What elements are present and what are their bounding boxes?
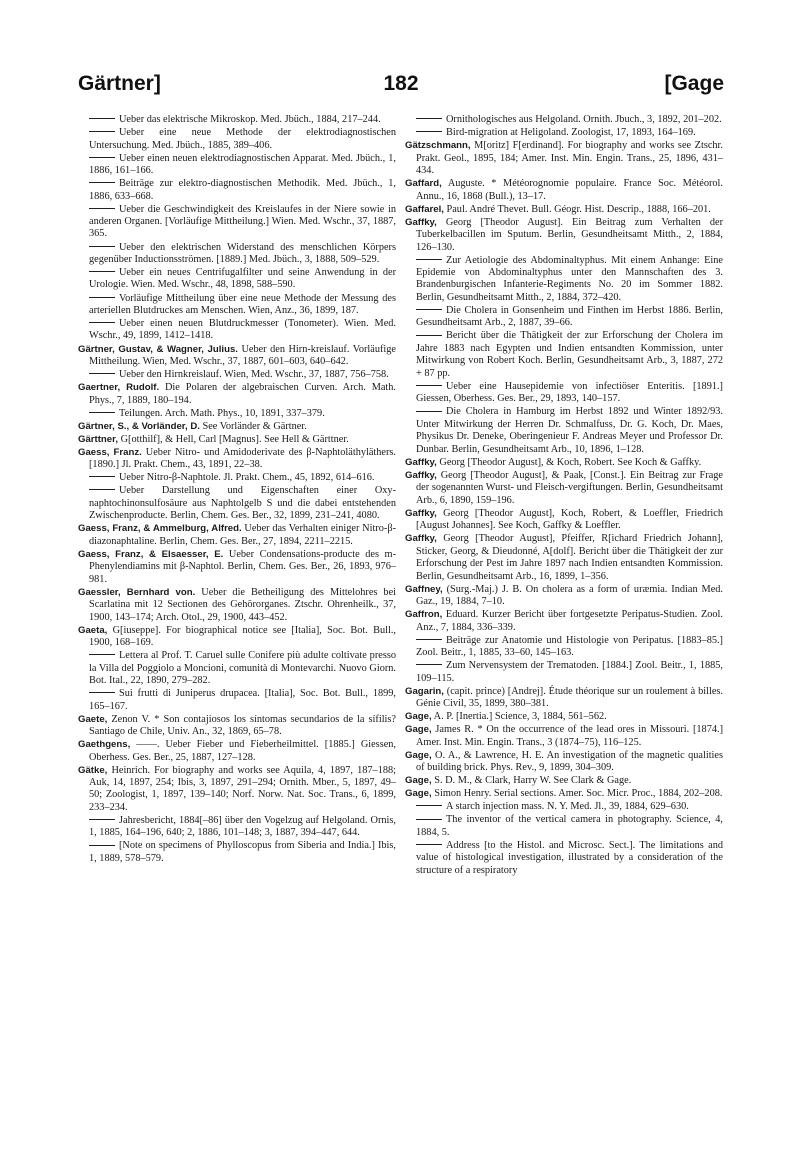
entry-author: Gaessler, Bernhard von. xyxy=(78,586,196,598)
bibliography-entry xyxy=(78,204,396,241)
bibliography-entry xyxy=(78,153,396,178)
ditto-dash xyxy=(416,131,442,132)
bibliography-entry xyxy=(405,305,723,330)
entry-text: A. P. [Inertia.] Science, 3, 1884, 561–562. xyxy=(431,711,607,723)
bibliography-entry xyxy=(78,242,396,267)
bibliography-entry xyxy=(405,204,723,216)
bibliography-entry xyxy=(78,434,396,446)
entry-text: Sui frutti di Juniperus drupacea. [Italia], Soc. Bot. Bull., 1899, 165–167. xyxy=(89,688,396,712)
bibliography-entry xyxy=(405,330,723,380)
entry-text: Ueber einen neuen elektrodiagnostischen Apparat. Med. Jbüch., 1, 1886, 161–166. xyxy=(89,152,396,176)
bibliography-entry xyxy=(78,408,396,420)
entry-author: Gaess, Franz, & Elsaesser, E. xyxy=(78,548,224,560)
entry-author: Gärtner, S., & Vorländer, D. xyxy=(78,420,200,432)
bibliography-entry xyxy=(405,127,723,139)
bibliography-entry xyxy=(405,140,723,177)
ditto-dash xyxy=(416,259,442,260)
ditto-dash xyxy=(416,844,442,845)
entry-author: Gage, xyxy=(405,724,432,736)
entry-text: Jahresbericht, 1884[–86] über den Vogelzug auf Helgoland. Ornis, 1, 1885, 164–196, 640; 2, 1886, 101–148; 3, 1887, 394–447, 644. xyxy=(89,814,396,839)
bibliography-entry xyxy=(78,840,396,865)
entry-text: Georg [Theodor August], Koch, Robert, & Loeffler, Friedrich [August Johannes]. See Koch, Gaffky & Loeffler. xyxy=(416,507,723,532)
ditto-dash xyxy=(416,819,442,820)
ditto-dash xyxy=(89,322,115,323)
entry-author: Gaffky, xyxy=(405,533,437,545)
ditto-dash xyxy=(416,411,442,412)
bibliography-entry xyxy=(78,318,396,343)
entry-author: Gage, xyxy=(405,711,432,723)
bibliography-entry xyxy=(78,127,396,152)
entry-text: Auguste. * Météorognomie populaire. France Soc. Météorol. Annu., 16, 1868 (Bull.), 13–17. xyxy=(416,178,723,202)
ditto-dash xyxy=(89,654,115,655)
bibliography-entry xyxy=(405,584,723,609)
entry-author: Gagarin, xyxy=(405,685,444,697)
bibliography-entry xyxy=(78,625,396,650)
entry-text: Georg [Theodor August], & Koch, Robert. See Koch & Gaffky. xyxy=(436,456,702,468)
entry-text: Eduard. Kurzer Bericht über fortgesetzte Peripatus-Studien. Zool. Anz., 7, 1884, 336–339. xyxy=(416,609,723,633)
bibliography-entry xyxy=(78,472,396,484)
left-column xyxy=(78,114,396,866)
entry-text: M[oritz] F[erdinand]. For biography and works see Ztschr. Prakt. Geol., 1895, 184; Amer. Inst. Min. Engin. Trans., 25, 1896, 431–434. xyxy=(416,140,723,176)
running-header xyxy=(78,72,724,106)
bibliography-entry xyxy=(78,114,396,126)
bibliography-entry xyxy=(405,508,723,533)
bibliography-entry xyxy=(405,255,723,305)
bibliography-entry xyxy=(405,635,723,660)
bibliography-entry xyxy=(405,457,723,469)
ditto-dash xyxy=(416,385,442,386)
ditto-dash xyxy=(416,118,442,119)
ditto-dash xyxy=(89,118,115,119)
entry-text: S. D. M., & Clark, Harry W. See Clark & Gage. xyxy=(431,775,632,787)
entry-text: Lettera al Prof. T. Caruel sulle Conifere più adulte coltivate presso la Villa del Poggiolo a Moncioni, comunità di Montevarchi. Nuovo Giorn. Bot. Ital., 22, 1890, 279–282. xyxy=(89,650,396,686)
right-column xyxy=(405,114,723,878)
entry-author: Gätzschmann, xyxy=(405,140,471,152)
entry-text: Ueber den Hirn-kreislauf. Vorläufige Mittheilung. Wien, Med. Wschr., 37, 1887, 601–603, 640–642. xyxy=(89,343,396,367)
bibliography-entry xyxy=(78,714,396,739)
entry-author: Gaethgens, xyxy=(78,739,131,751)
bibliography-entry xyxy=(405,533,723,583)
entry-text: Georg [Theodor August]. Ein Beitrag zum Verhalten der Tuberkelbacillen im Sputum. Berlin, Gesundheitsamt Mitth., 2, 1884, 126–130. xyxy=(416,216,723,253)
bibliography-entry xyxy=(78,523,396,548)
bibliography-entry xyxy=(78,587,396,624)
ditto-dash xyxy=(416,639,442,640)
ditto-dash xyxy=(89,157,115,158)
entry-text: Heinrich. For biography and works see Aquila, 4, 1897, 187–188; Auk, 14, 1897, 254; Ibis, 3, 1897, 291–294; Ornith. Mber., 5, 1897, 49–50; Zoologist, 1, 1897, 139–140; Norf. Norw. Nat. Soc. Trans., 6, 1899, 233–234. xyxy=(89,764,396,813)
page-number: 182 xyxy=(383,72,419,95)
bibliography-entry xyxy=(78,178,396,203)
ditto-dash xyxy=(89,412,115,413)
bibliography-entry xyxy=(405,114,723,126)
bibliography-entry xyxy=(405,178,723,203)
entry-text: Die Cholera in Hamburg im Herbst 1892 und Winter 1892/93. Unter Mitwirkung der Herren Dr. Schmalfuss, Dr. G. Koch, Dr. Maes, Physikus Dr. Deneke, Oberingenieur F. Andreas Meyer und Professor Dr. Dunbar. Berlin, Gesundheitsamt Arb., 10, 1896, 1–128. xyxy=(416,406,723,455)
entry-text: Ueber das Verhalten einiger Nitro-β-diazonaphtaline. Berlin, Chem. Ges. Ber., 27, 1894, 2211–2215. xyxy=(89,523,397,547)
bibliography-entry xyxy=(78,739,396,764)
entry-text: Zum Nervensystem der Trematoden. [1884.] Zool. Beitr., 1, 1885, 109–115. xyxy=(416,660,723,684)
bibliography-entry xyxy=(78,382,396,407)
entry-text: (capit. prince) [Andrej]. Étude théorique sur un roulement à billes. Génie Civil, 35, 1899, 380–381. xyxy=(416,685,723,710)
ditto-dash xyxy=(89,246,115,247)
entry-author: Gärttner, xyxy=(78,433,118,445)
entry-text: Bericht über die Thätigkeit der zur Erforschung der Cholera im Jahre 1883 nach Egypten und Indien entsandten Kommission, unter Mitwirkung von Robert Koch. Berlin, Gesundheitsamt Arb., 3, 1887, 272 + 87 pp. xyxy=(416,330,723,379)
entry-author: Gaess, Franz, & Ammelburg, Alfred. xyxy=(78,523,242,535)
entry-author: Gaffky, xyxy=(405,507,437,519)
entry-author: Gärtner, Gustav, & Wagner, Julius. xyxy=(78,343,238,355)
bibliography-entry xyxy=(405,840,723,877)
bibliography-entry xyxy=(405,609,723,634)
entry-author: Gaeta, xyxy=(78,624,108,636)
entry-text: ——. Ueber Fieber und Fieberheilmittel. [1885.] Giessen, Oberhess. Ges. Ber., 25, 1887, 127–128. xyxy=(89,739,396,763)
header-right: [Gage xyxy=(664,72,724,95)
bibliography-entry xyxy=(405,814,723,839)
entry-text: Teilungen. Arch. Math. Phys., 10, 1891, 337–379. xyxy=(119,407,325,419)
bibliography-entry xyxy=(405,788,723,800)
ditto-dash xyxy=(416,805,442,806)
entry-author: Gätke, xyxy=(78,764,108,776)
ditto-dash xyxy=(89,373,115,374)
entry-author: Gaffarel, xyxy=(405,203,444,215)
entry-text: The inventor of the vertical camera in photography. Science, 4, 1884, 5. xyxy=(416,814,723,838)
ditto-dash xyxy=(89,476,115,477)
ditto-dash xyxy=(89,131,115,132)
bibliography-entry xyxy=(405,217,723,254)
entry-author: Gaffky, xyxy=(405,216,437,228)
entry-text: James R. * On the occurrence of the lead ores in Missouri. [1874.] Amer. Inst. Min. Engin. Trans., 3 (1874–75), 116–125. xyxy=(416,724,723,748)
entry-text: Ueber das elektrische Mikroskop. Med. Jbüch., 1884, 217–244. xyxy=(119,114,381,125)
bibliography-entry xyxy=(78,815,396,840)
bibliography-entry xyxy=(405,724,723,749)
ditto-dash xyxy=(89,489,115,490)
entry-text: A starch injection mass. N. Y. Med. Jl., 39, 1884, 629–630. xyxy=(446,801,689,813)
entry-author: Gaertner, Rudolf. xyxy=(78,382,160,394)
entry-author: Gaffney, xyxy=(405,583,443,595)
bibliography-entry xyxy=(78,688,396,713)
entry-author: Gage, xyxy=(405,749,432,761)
entry-text: Ueber die Geschwindigkeit des Kreislaufes in der Niere sowie in anderen Organen. [Vorläufige Mittheilung.] Wien. Med. Wschr., 37, 1887, 365. xyxy=(89,203,396,240)
entry-text: Ueber eine Hausepidemie von infectiöser Enteritis. [1891.] Giessen, Oberhess. Ges. Ber., 29, 1893, 140–157. xyxy=(416,380,723,405)
entry-author: Gaffky, xyxy=(405,469,437,481)
ditto-dash xyxy=(89,182,115,183)
entry-text: G[otthilf], & Hell, Carl [Magnus]. See Hell & Gärttner. xyxy=(118,433,349,445)
bibliography-entry xyxy=(405,406,723,456)
bibliography-entry xyxy=(405,381,723,406)
entry-text: Die Cholera in Gonsenheim und Finthen im Herbst 1886. Berlin, Gesundheitsamt Arb., 2, 1887, 39–66. xyxy=(416,304,723,329)
entry-author: Gaffard, xyxy=(405,178,442,190)
entry-author: Gaffron, xyxy=(405,609,443,621)
entry-text: Die Polaren der algebraischen Curven. Arch. Math. Phys., 7, 1889, 180–194. xyxy=(89,382,396,406)
entry-text: Ueber Nitro-β-Naphtole. Jl. Prakt. Chem., 45, 1892, 614–616. xyxy=(119,472,375,484)
entry-text: Bird-migration at Heligoland. Zoologist, 17, 1893, 164–169. xyxy=(446,127,696,139)
bibliography-entry xyxy=(78,447,396,472)
entry-text: Ueber eine neue Methode der elektrodiagnostischen Untersuchung. Med. Jbüch., 1885, 389–406. xyxy=(89,127,396,151)
ditto-dash xyxy=(89,271,115,272)
entry-text: Ueber ein neues Centrifugalfilter und seine Anwendung in der Urologie. Wien. Med. Wschr., 48, 1898, 588–590. xyxy=(89,267,396,291)
bibliography-entry xyxy=(78,549,396,586)
bibliography-entry xyxy=(78,765,396,815)
entry-text: (Surg.-Maj.) J. B. On cholera as a form of uræmia. Indian Med. Gaz., 19, 1884, 7–10. xyxy=(416,583,723,608)
ditto-dash xyxy=(416,335,442,336)
entry-author: Gage, xyxy=(405,788,432,800)
entry-text: Ueber die Betheiligung des Mittelohres bei Scarlatina mit 12 Sectionen des Gehörorganes. Ztschr. Ohrenheilk., 37, 1900, 143–174; Arch. Otol., 29, 1900, 443–452. xyxy=(89,586,397,623)
ditto-dash xyxy=(89,845,115,846)
entry-text: Ueber Darstellung und Eigenschaften einer Oxy-naphtochinonsulfosäure aus Naphtolgelb S und die dabei entstehenden Zwischenproducte. Berlin, Chem. Ges. Ber., 32, 1899, 231–241, 4080. xyxy=(89,485,396,522)
entry-text: Vorläufige Mittheilung über eine neue Methode der Messung des arteriellen Blutdruckes am Menschen. Wien, Anz., 36, 1899, 187. xyxy=(89,292,396,316)
entry-text: Zur Aetiologie des Abdominaltyphus. Mit einem Anhange: Eine Epidemie von Abdominaltyphus unter den Mannschaften des 3. Brandenburgischen Infanterie-Regiments No. 20 im Sommer 1882. Berlin, Gesundheitsamt Mitth., 2, 1884, 372–420. xyxy=(416,254,723,303)
header-left: Gärtner] xyxy=(78,72,161,95)
entry-author: Gaete, xyxy=(78,713,108,725)
entry-text: Zenon V. * Son contajiosos los síntomas secundarios de la sífilis? Santiago de Chile, Univ. An., 32, 1869, 65–78. xyxy=(89,713,396,737)
entry-text: G[iuseppe]. For biographical notice see [Italia], Soc. Bot. Bull., 1900, 168–169. xyxy=(89,624,396,649)
entry-text: Ueber den elektrischen Widerstand des menschlichen Körpers gegenüber Inductionsströmen. [1889.] Med. Jbüch., 3, 1888, 509–529. xyxy=(89,241,396,265)
entry-text: See Vorländer & Gärtner. xyxy=(199,420,307,432)
entry-text: [Note on specimens of Phylloscopus from Siberia and India.] Ibis, 1, 1889, 578–579. xyxy=(89,840,396,864)
bibliography-entry xyxy=(78,421,396,433)
entry-text: Ueber Nitro- und Amidoderivate des β-Naphtoläthyläthers. [1890.] Jl. Prakt. Chem., 43, 1891, 22–38. xyxy=(89,446,397,471)
ditto-dash xyxy=(89,297,115,298)
entry-text: Ornithologisches aus Helgoland. Ornith. Jbuch., 3, 1892, 201–202. xyxy=(446,114,722,125)
bibliography-entry xyxy=(405,660,723,685)
bibliography-entry xyxy=(78,293,396,318)
bibliography-entry xyxy=(78,267,396,292)
entry-author: Gaffky, xyxy=(405,456,437,468)
ditto-dash xyxy=(89,692,115,693)
entry-text: Beiträge zur Anatomie und Histologie von Peripatus. [1883–85.] Zool. Beitr., 1, 1885, 33–60, 145–163. xyxy=(416,634,723,659)
ditto-dash xyxy=(89,208,115,209)
bibliography-entry xyxy=(405,711,723,723)
bibliography-entry xyxy=(405,801,723,813)
ditto-dash xyxy=(89,819,115,820)
entry-text: Beiträge zur elektro-diagnostischen Methodik. Med. Jbüch., 1, 1886, 633–668. xyxy=(89,178,396,202)
entry-text: Simon Henry. Serial sections. Amer. Soc. Micr. Proc., 1884, 202–208. xyxy=(431,788,723,800)
entry-text: Georg [Theodor August], & Paak, [Const.]. Ein Beitrag zur Frage der sogenannten Wurst- und Fleisch-vergiftungen. Berlin, Gesundheitsamt Arb., 6, 1890, 159–196. xyxy=(416,469,723,506)
entry-text: Ueber Condensations-producte des m-Phenylendiamins mit β-Naphtol. Berlin, Chem. Ges. Ber., 26, 1893, 976–981. xyxy=(89,548,396,585)
ditto-dash xyxy=(416,309,442,310)
bibliography-entry xyxy=(78,344,396,369)
entry-text: Ueber den Hirnkreislauf. Wien, Med. Wschr., 37, 1887, 756–758. xyxy=(119,369,389,380)
ditto-dash xyxy=(416,664,442,665)
bibliography-entry xyxy=(405,686,723,711)
entry-text: Address [to the Histol. and Microsc. Sect.]. The limitations and value of histological investigation, illustrated by a consideration of the structure of a respiratory xyxy=(416,839,723,876)
bibliography-entry xyxy=(405,775,723,787)
entry-author: Gage, xyxy=(405,775,432,787)
entry-author: Gaess, Franz. xyxy=(78,446,142,458)
bibliography-entry xyxy=(78,369,396,381)
bibliography-entry xyxy=(405,750,723,775)
bibliography-entry xyxy=(78,650,396,687)
entry-text: Paul. André Thevet. Bull. Géogr. Hist. Descrip., 1888, 166–201. xyxy=(443,203,711,215)
bibliography-entry xyxy=(78,485,396,522)
entry-text: Ueber einen neuen Blutdruckmesser (Tonometer). Wien. Med. Wschr., 49, 1899, 1412–1418. xyxy=(89,318,396,342)
entry-text: O. A., & Lawrence, H. E. An investigation of the magnetic qualities of building brick. Phys. Rev., 9, 1899, 304–309. xyxy=(416,749,723,774)
entry-text: Georg [Theodor August], Pfeiffer, R[ichard Friedrich Johann], Sticker, Georg, & Dieudonné, A[dolf]. Bericht über die Thätigkeit der zur Erforschung der Pest im Jahre 1897 nach Indien entsandten Kommission. Berlin, Gesundheitsamt Arb., 16, 1899, 1–356. xyxy=(416,533,723,582)
bibliography-entry xyxy=(405,470,723,507)
